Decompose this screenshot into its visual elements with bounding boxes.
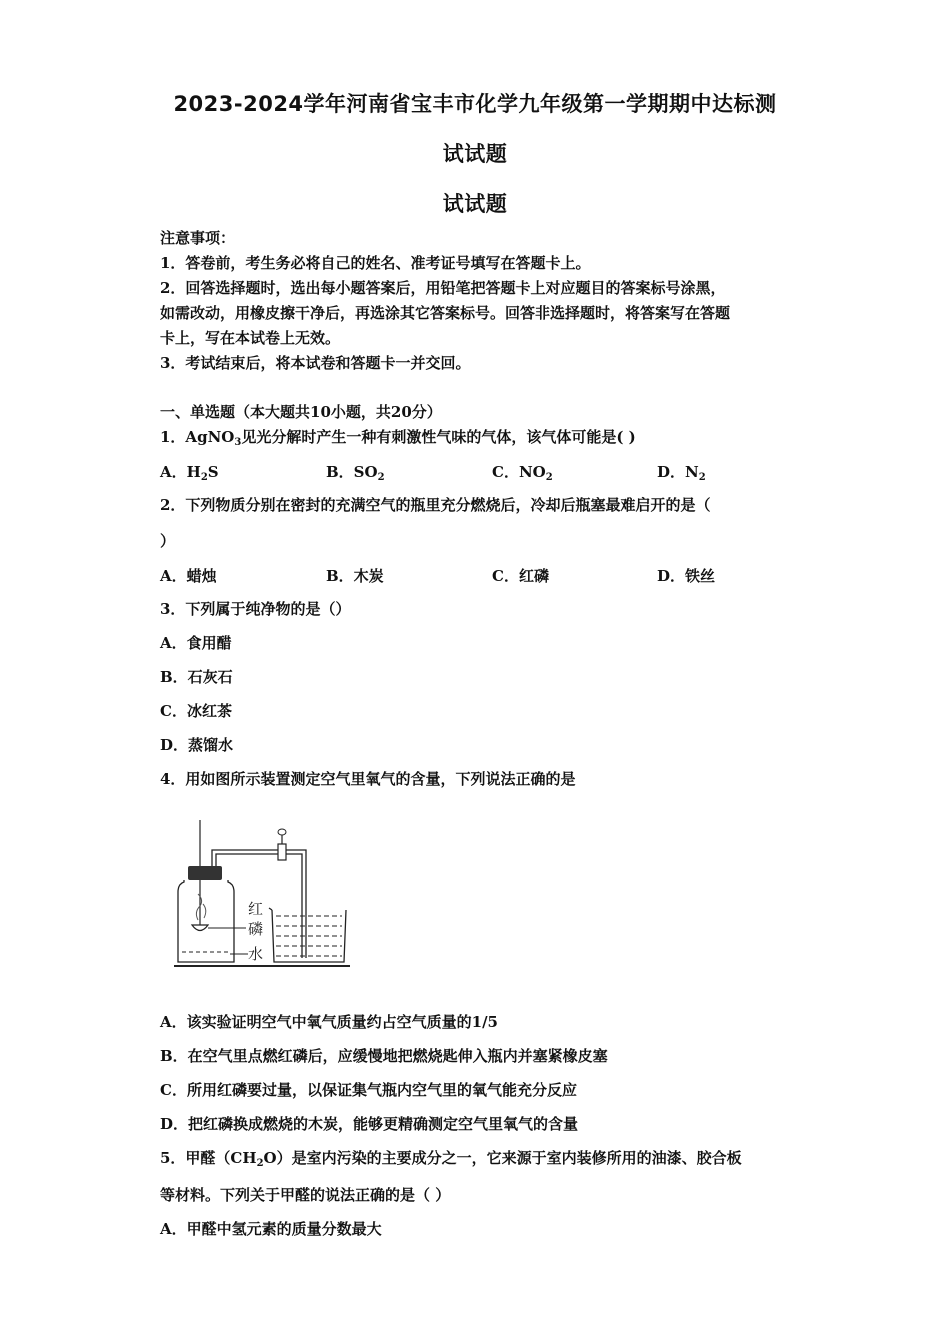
- exam-title-cont2: 试试题: [442, 192, 508, 216]
- q4-option-b: B．在空气里点燃红磷后，应缓慢地把燃烧匙伸入瓶内并塞紧橡皮塞: [160, 1047, 608, 1065]
- q2-stem: 2．下列物质分别在密封的充满空气的瓶里充分燃烧后，冷却后瓶塞最难启开的是（: [160, 496, 711, 514]
- notice-item-2b: 如需改动，用橡皮擦干净后，再选涂其它答案标号。回答非选择题时，将答案写在答题: [160, 304, 731, 322]
- notice-item-1: 1．答卷前，考生务必将自己的姓名、准考证号填写在答题卡上。: [160, 254, 591, 272]
- q2-option-d: D．铁丝: [657, 567, 716, 585]
- q4-stem: 4．用如图所示装置测定空气里氧气的含量，下列说法正确的是: [160, 770, 576, 788]
- flame: [196, 894, 201, 920]
- notice-item-2c: 卡上，写在本试卷上无效。: [160, 329, 341, 347]
- q2-option-b: B．木炭: [326, 567, 384, 585]
- rubber-stopper: [188, 866, 222, 880]
- q5-stem: 5．甲醛$(CH_2O)$是室内污染的主要成分之一，它来源于室内装修所用的油漆、胶合板: [160, 1149, 742, 1169]
- q1-option-a: A．$H_2S$: [160, 463, 219, 483]
- gas-jar: [178, 880, 234, 962]
- notice-item-3: 3．考试结束后，将本试卷和答题卡一并交回。: [160, 354, 471, 372]
- q2-option-c: C．红磷: [492, 567, 549, 585]
- q2-option-a: A．蜡烛: [160, 567, 217, 585]
- q3-option-b: B．石灰石: [160, 668, 233, 686]
- apparatus-diagram: [168, 820, 358, 972]
- tube-clamp: [278, 844, 286, 860]
- q3-stem: 3．下列属于纯净物的是（）: [160, 600, 351, 618]
- q3-option-c: C．冰红茶: [160, 702, 232, 720]
- label-phosphorus: 磷: [248, 920, 264, 938]
- q5-stem-cont: 等材料。下列关于甲醛的说法正确的是（ ）: [160, 1186, 451, 1204]
- q3-option-a: A．食用醋: [160, 634, 232, 652]
- beaker-water: [276, 916, 342, 956]
- q4-option-d: D．把红磷换成燃烧的木炭，能够更精确测定空气里氧气的含量: [160, 1115, 579, 1133]
- q3-option-d: D．蒸馏水: [160, 736, 234, 754]
- label-water: 水: [248, 945, 264, 963]
- spoon-bowl: [192, 925, 208, 931]
- notice-heading: 注意事项：: [160, 229, 236, 247]
- section-heading: 一、单选题（本大题共10小题，共20分）: [160, 403, 442, 421]
- exam-title-cont: 试试题: [442, 142, 508, 166]
- q1-option-b: B．$SO_2$: [326, 463, 385, 483]
- notice-item-2a: 2．回答选择题时，选出每小题答案后，用铅笔把答题卡上对应题目的答案标号涂黑，: [160, 279, 726, 297]
- q5-option-a: A．甲醛中氢元素的质量分数最大: [160, 1220, 382, 1238]
- q1-stem: 1．AgNO$_3$见光分解时产生一种有刺激性气味的气体，该气体可能是( ): [160, 428, 636, 448]
- q1-option-c: C．$NO_2$: [492, 463, 553, 483]
- q2-stem-cont: ）: [160, 532, 176, 550]
- q4-option-c: C．所用红磷要过量，以保证集气瓶内空气里的氧气能充分反应: [160, 1081, 577, 1099]
- q4-option-a: A．该实验证明空气中氧气质量约占空气质量的1/5: [160, 1013, 498, 1031]
- label-red: 红: [248, 900, 264, 918]
- q1-option-d: D．$N_2$: [657, 463, 706, 483]
- exam-title: 2023-2024学年河南省宝丰市化学九年级第一学期期中达标测: [173, 92, 777, 116]
